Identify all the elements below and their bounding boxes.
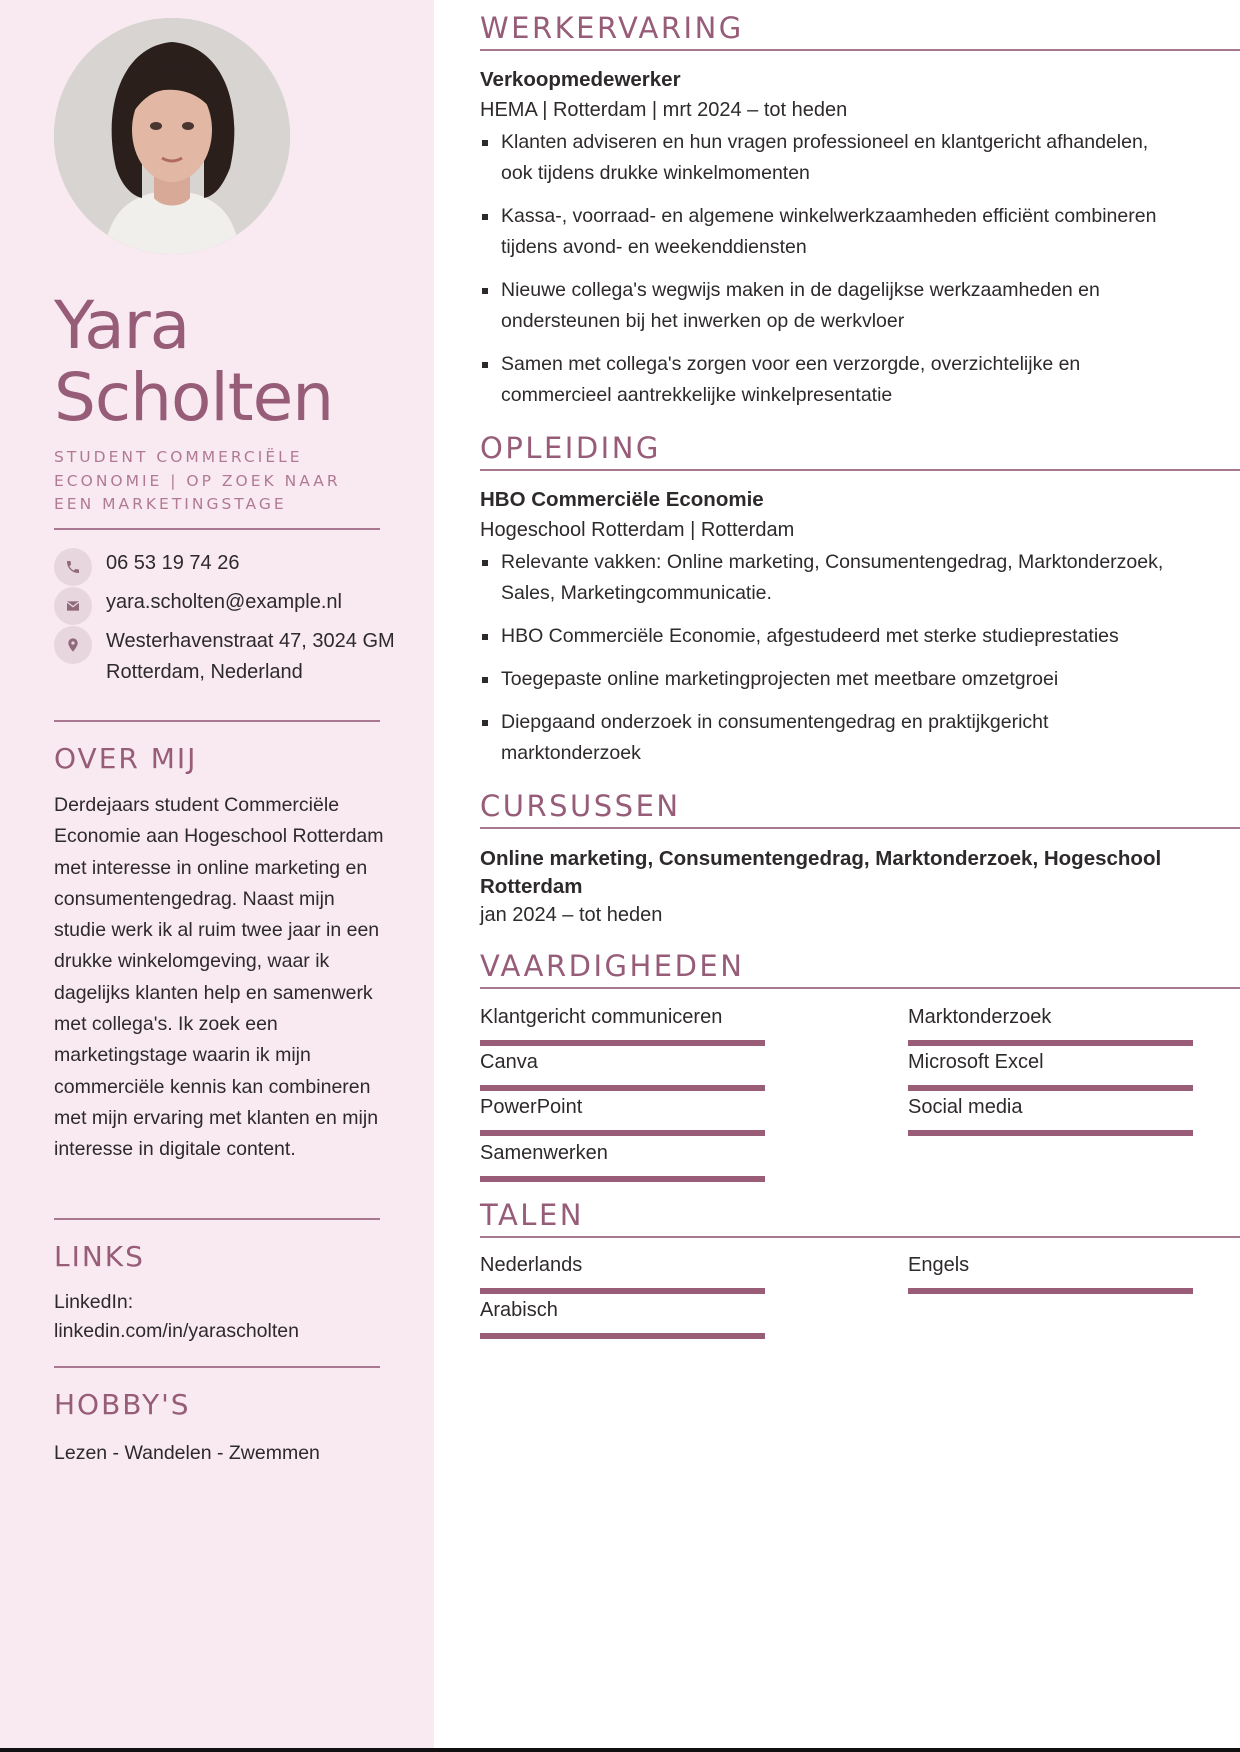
about-heading: OVER MIJ	[54, 742, 198, 775]
candidate-name	[54, 287, 414, 436]
skill-item	[480, 1006, 765, 1046]
headline: STUDENT COMMERCIËLE ECONOMIE | OP ZOEK NAAR EEN MARKETINGSTAGE	[54, 448, 341, 513]
language-bar	[480, 1288, 765, 1294]
contact-phone	[54, 548, 394, 588]
experience-bullets	[480, 127, 1180, 423]
skill-level	[908, 1040, 1193, 1046]
language-bar	[908, 1288, 1193, 1294]
job-meta: HEMA | Rotterdam | mrt 2024 – tot heden	[480, 99, 848, 121]
phone-icon	[54, 548, 92, 586]
courses-heading: CURSUSSEN	[480, 789, 681, 823]
contact-email	[54, 587, 394, 627]
skill-bar	[480, 1085, 765, 1091]
skill-label: Microsoft Excel	[908, 1051, 1044, 1073]
skill-level	[480, 1130, 765, 1136]
contact-address	[54, 626, 394, 690]
section-rule	[480, 49, 1240, 51]
skill-item	[908, 1096, 1193, 1136]
skill-bar	[908, 1040, 1193, 1046]
education-heading: OPLEIDING	[480, 431, 661, 465]
language-label: Nederlands	[480, 1254, 583, 1276]
languages-heading: TALEN	[480, 1198, 584, 1232]
postal-address: Westerhavenstraat 47, 3024 GM Rotterdam, Nederland	[106, 630, 395, 683]
language-level	[908, 1288, 1193, 1294]
experience-heading: WERKERVARING	[480, 11, 744, 45]
email-address[interactable]: yara.scholten@example.nl	[106, 591, 342, 613]
skill-bar	[908, 1085, 1193, 1091]
skill-level	[480, 1040, 765, 1046]
section-rule	[480, 469, 1240, 471]
section-rule	[480, 1236, 1240, 1238]
list-item: Nieuwe collega's wegwijs maken in de dagelijkse werkzaamheden en ondersteunen bij het inwerken op de werkvloer	[480, 275, 1180, 337]
skill-label: Canva	[480, 1051, 538, 1073]
skill-item	[908, 1051, 1193, 1091]
phone-number[interactable]: 06 53 19 74 26	[106, 552, 240, 574]
list-item: Klanten adviseren en hun vragen professioneel en klantgericht afhandelen, ook tijdens drukke winkelmomenten	[480, 127, 1180, 189]
location-pin-icon	[54, 626, 92, 664]
list-item: Kassa-, voorraad- en algemene winkelwerkzaamheden efficiënt combineren tijdens avond- en weekenddiensten	[480, 201, 1180, 263]
linkedin-link[interactable]: linkedin.com/in/yarascholten	[54, 1320, 299, 1342]
job-title: Verkoopmedewerker	[480, 68, 681, 91]
skill-item	[908, 1006, 1193, 1046]
divider	[54, 1218, 380, 1220]
list-item: Diepgaand onderzoek in consumentengedrag en praktijkgericht marktonderzoek	[480, 707, 1180, 769]
skill-bar	[480, 1130, 765, 1136]
skill-level	[480, 1085, 765, 1091]
language-label: Engels	[908, 1254, 970, 1276]
skill-level	[480, 1176, 765, 1182]
page-bottom-border	[0, 1748, 1240, 1752]
list-item: HBO Commerciële Economie, afgestudeerd met sterke studieprestaties	[480, 621, 1180, 652]
skill-bar	[480, 1040, 765, 1046]
skill-label: Social media	[908, 1096, 1023, 1118]
skill-item	[480, 1051, 765, 1091]
mail-icon	[54, 587, 92, 625]
section-rule	[480, 987, 1240, 989]
hobbies-text: Lezen - Wandelen - Zwemmen	[54, 1442, 320, 1464]
linkedin-label: LinkedIn:	[54, 1291, 134, 1313]
profile-photo	[54, 18, 290, 254]
hobbies-heading: HOBBY'S	[54, 1388, 191, 1421]
skill-level	[908, 1130, 1193, 1136]
course-meta: jan 2024 – tot heden	[480, 904, 663, 926]
skill-bar	[908, 1130, 1193, 1136]
divider	[54, 1366, 380, 1368]
education-meta: Hogeschool Rotterdam | Rotterdam	[480, 519, 795, 541]
skills-heading: VAARDIGHEDEN	[480, 949, 745, 983]
divider	[54, 720, 380, 722]
skill-bar	[480, 1176, 765, 1182]
section-rule	[480, 827, 1240, 829]
skill-label: Marktonderzoek	[908, 1006, 1052, 1028]
language-label: Arabisch	[480, 1299, 558, 1321]
language-level	[480, 1288, 765, 1294]
language-item	[480, 1299, 765, 1339]
links-heading: LINKS	[54, 1240, 145, 1273]
list-item: Toegepaste online marketingprojecten met meetbare omzetgroei	[480, 664, 1180, 695]
language-item	[480, 1254, 765, 1294]
list-item: Relevante vakken: Online marketing, Consumentengedrag, Marktonderzoek, Sales, Marketingcommunicatie.	[480, 547, 1180, 609]
course-title: Online marketing, Consumentengedrag, Marktonderzoek, Hogeschool Rotterdam	[480, 847, 1162, 898]
divider	[54, 528, 380, 530]
skill-item	[480, 1142, 765, 1182]
list-item: Samen met collega's zorgen voor een verzorgde, overzichtelijke en commercieel aantrekkelijke winkelpresentatie	[480, 349, 1180, 411]
language-bar	[480, 1333, 765, 1339]
skill-level	[908, 1085, 1193, 1091]
skill-item	[480, 1096, 765, 1136]
language-level	[480, 1333, 765, 1339]
degree-title: HBO Commerciële Economie	[480, 488, 764, 511]
education-bullets	[480, 547, 1180, 781]
last-name: Scholten	[54, 359, 334, 436]
skill-label: Klantgericht communiceren	[480, 1006, 723, 1028]
skill-label: PowerPoint	[480, 1096, 583, 1118]
first-name: Yara	[54, 287, 190, 364]
about-text: Derdejaars student Commerciële Economie aan Hogeschool Rotterdam met interesse in online marketing en consumentengedrag. Naast mijn studie werk ik al ruim twee jaar in een drukke winkelomgeving, waar ik dagelijks klanten help en samenwerk met collega's. Ik zoek een marketingstage waarin ik mijn commerciële kennis kan combineren met mijn ervaring met klanten en mijn interesse in digitale content.	[54, 794, 384, 1161]
skill-label: Samenwerken	[480, 1142, 608, 1164]
language-item	[908, 1254, 1193, 1294]
